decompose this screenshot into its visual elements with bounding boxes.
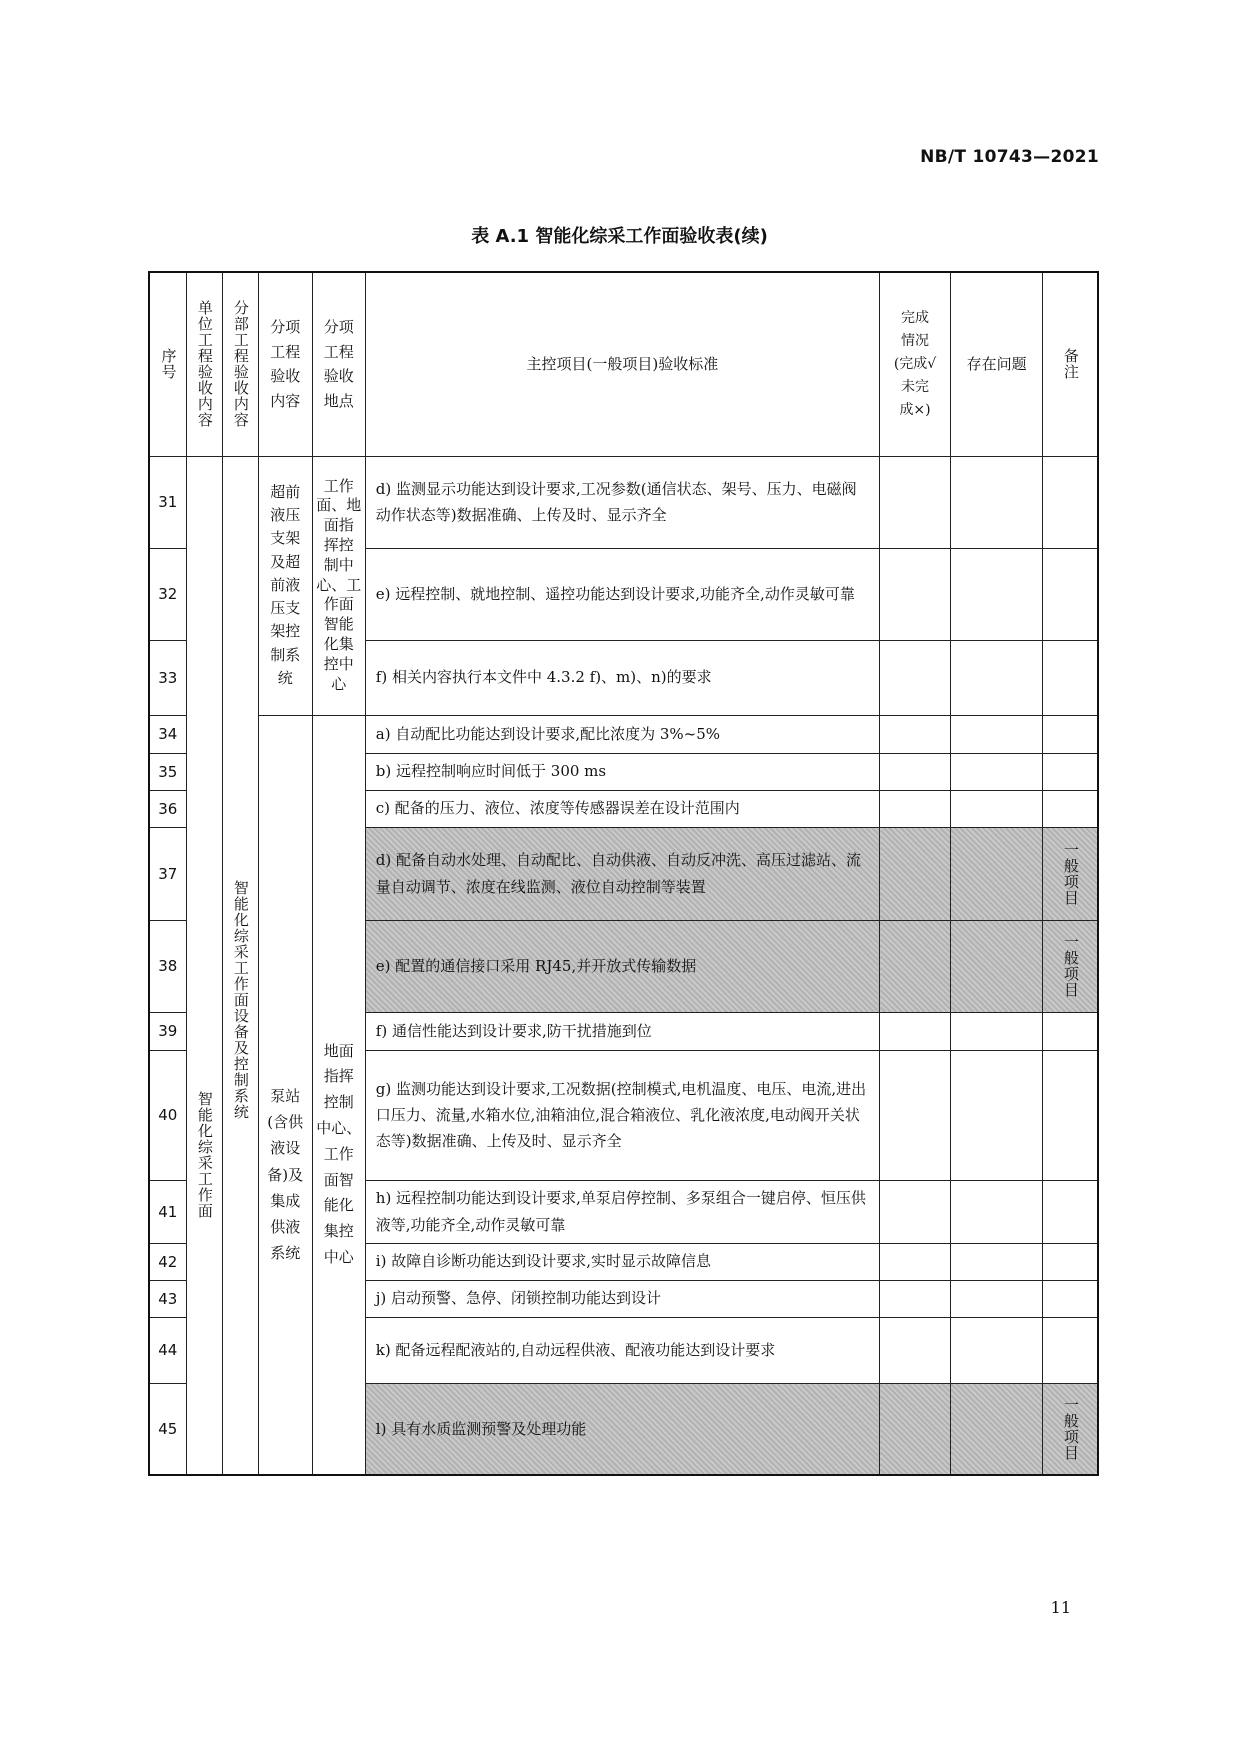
col-standard: 主控项目(一般项目)验收标准 <box>365 272 879 456</box>
issues-cell <box>951 1180 1043 1243</box>
seq-cell: 31 <box>149 456 186 548</box>
seq-cell: 34 <box>149 715 186 753</box>
standard-cell: g) 监测功能达到设计要求,工况数据(控制模式,电机温度、电压、电流,进出口压力、流量,水箱水位,油箱油位,混合箱液位、乳化液浓度,电动阀开关状态等)数据准确、上传及时、显示齐全 <box>365 1050 879 1180</box>
table-row <box>149 456 1098 548</box>
col-division: 分部工程验收内容 <box>222 272 258 456</box>
issues-cell <box>951 1243 1043 1280</box>
completion-cell <box>880 1012 951 1050</box>
col-notes: 备注 <box>1043 272 1098 456</box>
notes-cell: 一般项目 <box>1043 920 1098 1012</box>
issues-cell <box>951 1050 1043 1180</box>
col-unit: 单位工程验收内容 <box>186 272 222 456</box>
issues-cell <box>951 1383 1043 1475</box>
seq-cell: 41 <box>149 1180 186 1243</box>
seq-cell: 36 <box>149 790 186 827</box>
table-row <box>149 715 1098 753</box>
standard-cell: k) 配备远程配液站的,自动远程供液、配液功能达到设计要求 <box>365 1317 879 1383</box>
completion-cell <box>880 920 951 1012</box>
standard-cell: j) 启动预警、急停、闭锁控制功能达到设计 <box>365 1280 879 1317</box>
seq-cell: 39 <box>149 1012 186 1050</box>
completion-cell <box>880 1383 951 1475</box>
standard-cell: e) 远程控制、就地控制、遥控功能达到设计要求,功能齐全,动作灵敏可靠 <box>365 548 879 640</box>
notes-cell <box>1043 753 1098 790</box>
completion-cell <box>880 827 951 920</box>
notes-cell <box>1043 790 1098 827</box>
issues-cell <box>951 920 1043 1012</box>
standard-cell: h) 远程控制功能达到设计要求,单泵启停控制、多泵组合一键启停、恒压供液等,功能齐全,动作灵敏可靠 <box>365 1180 879 1243</box>
notes-cell <box>1043 1012 1098 1050</box>
table-title: 表 A.1 智能化综采工作面验收表(续) <box>471 226 768 247</box>
col-seq: 序号 <box>149 272 186 456</box>
issues-cell <box>951 753 1043 790</box>
col-subitem-location: 分项 工程 验收 地点 <box>312 272 365 456</box>
issues-cell <box>951 1317 1043 1383</box>
notes-cell <box>1043 715 1098 753</box>
notes-cell <box>1043 640 1098 715</box>
issues-cell <box>951 1012 1043 1050</box>
seq-cell: 35 <box>149 753 186 790</box>
completion-cell <box>880 1243 951 1280</box>
notes-cell <box>1043 1050 1098 1180</box>
notes-cell <box>1043 548 1098 640</box>
subitem-content-group-a: 超前 液压 支架 及超 前液 压支 架控 制系 统 <box>258 456 312 715</box>
issues-cell <box>951 715 1043 753</box>
notes-cell <box>1043 456 1098 548</box>
seq-cell: 40 <box>149 1050 186 1180</box>
standard-cell: l) 具有水质监测预警及处理功能 <box>365 1383 879 1475</box>
standard-cell: b) 远程控制响应时间低于 300 ms <box>365 753 879 790</box>
standard-cell: f) 通信性能达到设计要求,防干扰措施到位 <box>365 1012 879 1050</box>
subitem-location-group-b: 地面 指挥 控制 中心、 工作 面智 能化 集控 中心 <box>312 715 365 1475</box>
notes-cell: 一般项目 <box>1043 1383 1098 1475</box>
subitem-location-group-a: 工作 面、地 面指 挥控 制中 心、工 作面 智能 化集 控中 心 <box>312 456 365 715</box>
col-completion: 完成 情况 (完成√ 未完 成×) <box>880 272 951 456</box>
seq-cell: 42 <box>149 1243 186 1280</box>
seq-cell: 45 <box>149 1383 186 1475</box>
seq-cell: 32 <box>149 548 186 640</box>
notes-cell <box>1043 1180 1098 1243</box>
completion-cell <box>880 1280 951 1317</box>
issues-cell <box>951 640 1043 715</box>
notes-cell <box>1043 1243 1098 1280</box>
standard-cell: f) 相关内容执行本文件中 4.3.2 f)、m)、n)的要求 <box>365 640 879 715</box>
header-row <box>149 272 1098 456</box>
notes-cell <box>1043 1317 1098 1383</box>
issues-cell <box>951 456 1043 548</box>
document-code: NB/T 10743—2021 <box>920 147 1099 167</box>
standard-cell: i) 故障自诊断功能达到设计要求,实时显示故障信息 <box>365 1243 879 1280</box>
seq-cell: 37 <box>149 827 186 920</box>
completion-cell <box>880 456 951 548</box>
standard-cell: d) 监测显示功能达到设计要求,工况参数(通信状态、架号、压力、电磁阀动作状态等)数据准确、上传及时、显示齐全 <box>365 456 879 548</box>
seq-cell: 38 <box>149 920 186 1012</box>
standard-cell: e) 配置的通信接口采用 RJ45,并开放式传输数据 <box>365 920 879 1012</box>
standard-cell: a) 自动配比功能达到设计要求,配比浓度为 3%~5% <box>365 715 879 753</box>
seq-cell: 44 <box>149 1317 186 1383</box>
seq-cell: 33 <box>149 640 186 715</box>
issues-cell <box>951 548 1043 640</box>
acceptance-table <box>148 271 1099 1476</box>
seq-cell: 43 <box>149 1280 186 1317</box>
notes-cell <box>1043 1280 1098 1317</box>
standard-cell: c) 配备的压力、液位、浓度等传感器误差在设计范围内 <box>365 790 879 827</box>
completion-cell <box>880 640 951 715</box>
notes-cell: 一般项目 <box>1043 827 1098 920</box>
standard-cell: d) 配备自动水处理、自动配比、自动供液、自动反冲洗、高压过滤站、流量自动调节、浓度在线监测、液位自动控制等装置 <box>365 827 879 920</box>
completion-cell <box>880 715 951 753</box>
page-number: 11 <box>1050 1598 1071 1617</box>
col-subitem-content: 分项 工程 验收 内容 <box>258 272 312 456</box>
unit-group-cell: 智能化综采工作面 <box>186 456 222 1475</box>
issues-cell <box>951 1280 1043 1317</box>
completion-cell <box>880 1050 951 1180</box>
completion-cell <box>880 548 951 640</box>
subitem-content-group-b: 泵站 (含供 液设 备)及 集成 供液 系统 <box>258 715 312 1475</box>
issues-cell <box>951 790 1043 827</box>
completion-cell <box>880 1317 951 1383</box>
completion-cell <box>880 1180 951 1243</box>
issues-cell <box>951 827 1043 920</box>
division-group-cell: 智能化综采工作面设备及控制系统 <box>222 456 258 1475</box>
completion-cell <box>880 753 951 790</box>
completion-cell <box>880 790 951 827</box>
col-issues: 存在问题 <box>951 272 1043 456</box>
